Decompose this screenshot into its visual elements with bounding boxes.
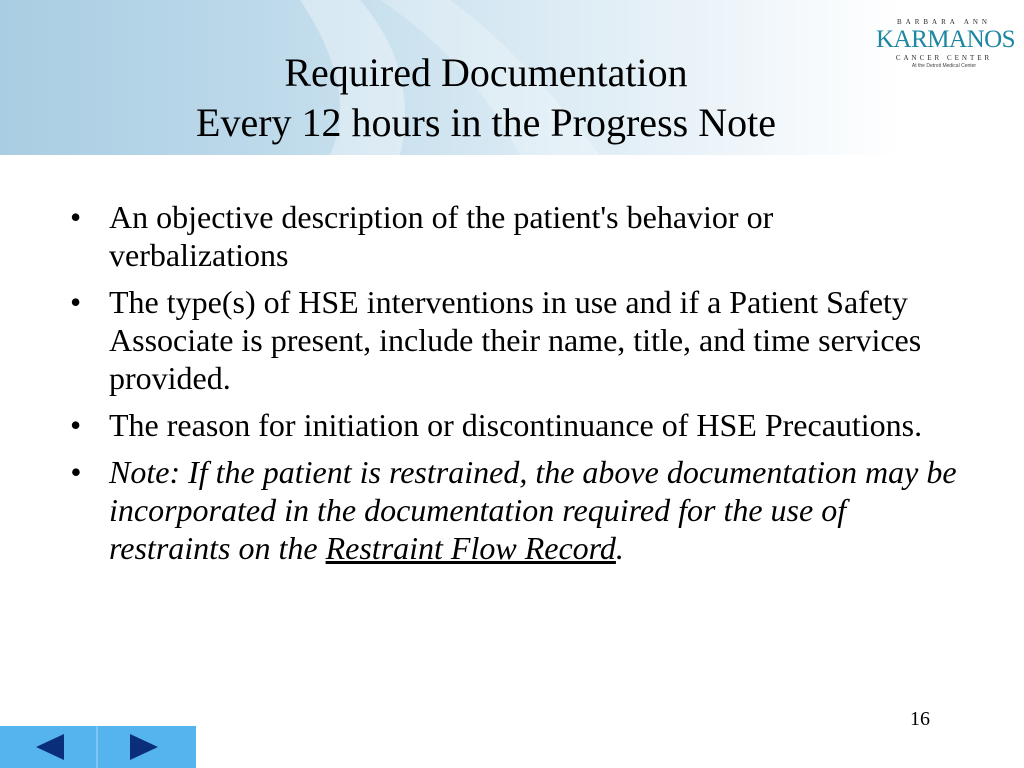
bullet-text: The type(s) of HSE interventions in use and if a Patient Safety Associate is present, include their name, title, and time services provided. (109, 284, 922, 396)
bullet-item (60, 198, 960, 274)
page-number: 16 (910, 708, 930, 730)
title-line-2: Every 12 hours in the Progress Note (196, 100, 776, 145)
bullet-dot: • (70, 199, 82, 235)
next-slide-button[interactable] (98, 726, 194, 768)
logo-main-text: KARMANOS (876, 26, 1016, 53)
bullet-item (60, 406, 960, 444)
bullet-item-note (60, 453, 960, 567)
logo-sub-text: CANCER CENTER (895, 54, 993, 62)
bullet-text: An objective description of the patient's behavior or verbalizations (109, 199, 774, 273)
bullet-text: The reason for initiation or discontinuance of HSE Precautions. (109, 407, 923, 443)
karmanos-logo (876, 18, 1016, 82)
slide-title (0, 48, 972, 148)
triangle-right-icon (98, 726, 194, 768)
previous-slide-button[interactable] (0, 726, 96, 768)
restraint-flow-record-link[interactable]: Restraint Flow Record (325, 530, 616, 566)
bullet-item (60, 283, 960, 397)
bullet-dot: • (70, 407, 82, 443)
triangle-left-icon (0, 726, 96, 768)
title-line-1: Required Documentation (284, 50, 688, 95)
nav-bar (0, 726, 196, 768)
bullet-dot: • (70, 454, 82, 490)
note-text-end: . (615, 530, 624, 566)
bullet-list (60, 198, 960, 576)
bullet-dot: • (70, 284, 82, 320)
logo-top-text: BARBARA ANN (897, 18, 991, 26)
logo-tiny-text: At the Detroit Medical Center (911, 63, 977, 69)
note-text: Note: If the patient is restrained, the above documentation may be incorporated in the documentation required for the use of restraints on the (109, 454, 957, 566)
